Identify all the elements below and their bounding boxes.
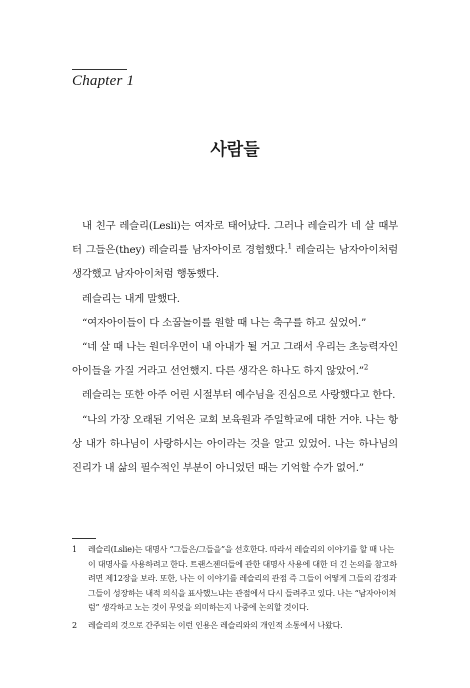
paragraph-6: [72, 408, 398, 481]
paragraph-1: [72, 214, 398, 287]
paragraph-text: “네 살 때 나는 원더우먼이 내 아내가 될 거고 그래서 우리는 초능력자인 아이들을 가질 거라고 선언했지. 다른 생각은 하나도 하지 않았어.”: [72, 341, 398, 378]
chapter-title: 사람들: [210, 140, 260, 160]
footnote-ref-2: 2: [363, 363, 369, 372]
footnote-number: 2: [72, 620, 78, 630]
footnote-1: [72, 543, 398, 616]
footnote-number: 1: [72, 545, 78, 554]
chapter-label: Chapter 1: [72, 73, 135, 89]
paragraph-text: “나의 가장 오래된 기억은 교회 보육원과 주일학교에 대한 거야. 나는 항상 내가 하나님이 사랑하시는 아이라는 것을 알고 있었어. 나는 하나님의 진리가 내 삶의 필수적인 부분이 아니었던 때는 기억할 수가 없어.”: [72, 413, 398, 475]
footnote-text: 레슬리(Lslie)는 대명사 “그들은/그들을”을 선호한다. 따라서 레슬리의 이야기를 할 때 나는 이 대명사를 사용하려고 한다. 트랜스젠더들에 관한 대명사 사용에 대한 더 긴 논의를 참고하려면 제12장을 보라. 또한, 나는 이 이야기를 레슬리의 관점 즉 그들이 어떻게 그들의 감정과 그들이 성장하는 내적 의식을 표사했느냐는 관점에서 다시 들려주고 있다. 나는 “남자아이처럼” 생각하고 노는 것이 무엇을 의미하는지 나중에 논의할 것이다.: [88, 545, 397, 613]
paragraph-4: [72, 335, 398, 383]
chapter-rule: [72, 69, 127, 70]
footnote-2: [72, 619, 398, 634]
footnote-rule: [72, 538, 96, 539]
paragraph-2: [72, 287, 398, 311]
footnote-ref-1: 1: [287, 242, 292, 251]
paragraph-3: [72, 311, 398, 335]
paragraph-5: [72, 383, 398, 407]
paragraph-text: 레슬리는 또한 아주 어린 시절부터 예수님을 진심으로 사랑했다고 한다.: [82, 389, 396, 402]
paragraph-text: “여자아이들이 다 소꿉놀이를 원할 때 나는 축구를 하고 싶었어.”: [82, 316, 367, 329]
paragraph-text: 레슬리는 내게 말했다.: [82, 292, 180, 305]
footnote-text: 레슬리의 것으로 간주되는 이런 인용은 레슬리와의 개인적 소통에서 나왔다.: [88, 620, 343, 630]
paragraph-text-cont: 레슬리는 남자아이처럼 생각했고 남자아이처럼 행동했다.: [72, 244, 398, 281]
paragraph-text: 내 친구 레슬리(Lesli)는 여자로 태어났다. 그러나 레슬리가 네 살 때부터 그들은(they) 레슬리를 남자아이로 경험했다.: [72, 220, 398, 257]
body-text: [72, 214, 398, 480]
footnotes: [72, 543, 398, 637]
